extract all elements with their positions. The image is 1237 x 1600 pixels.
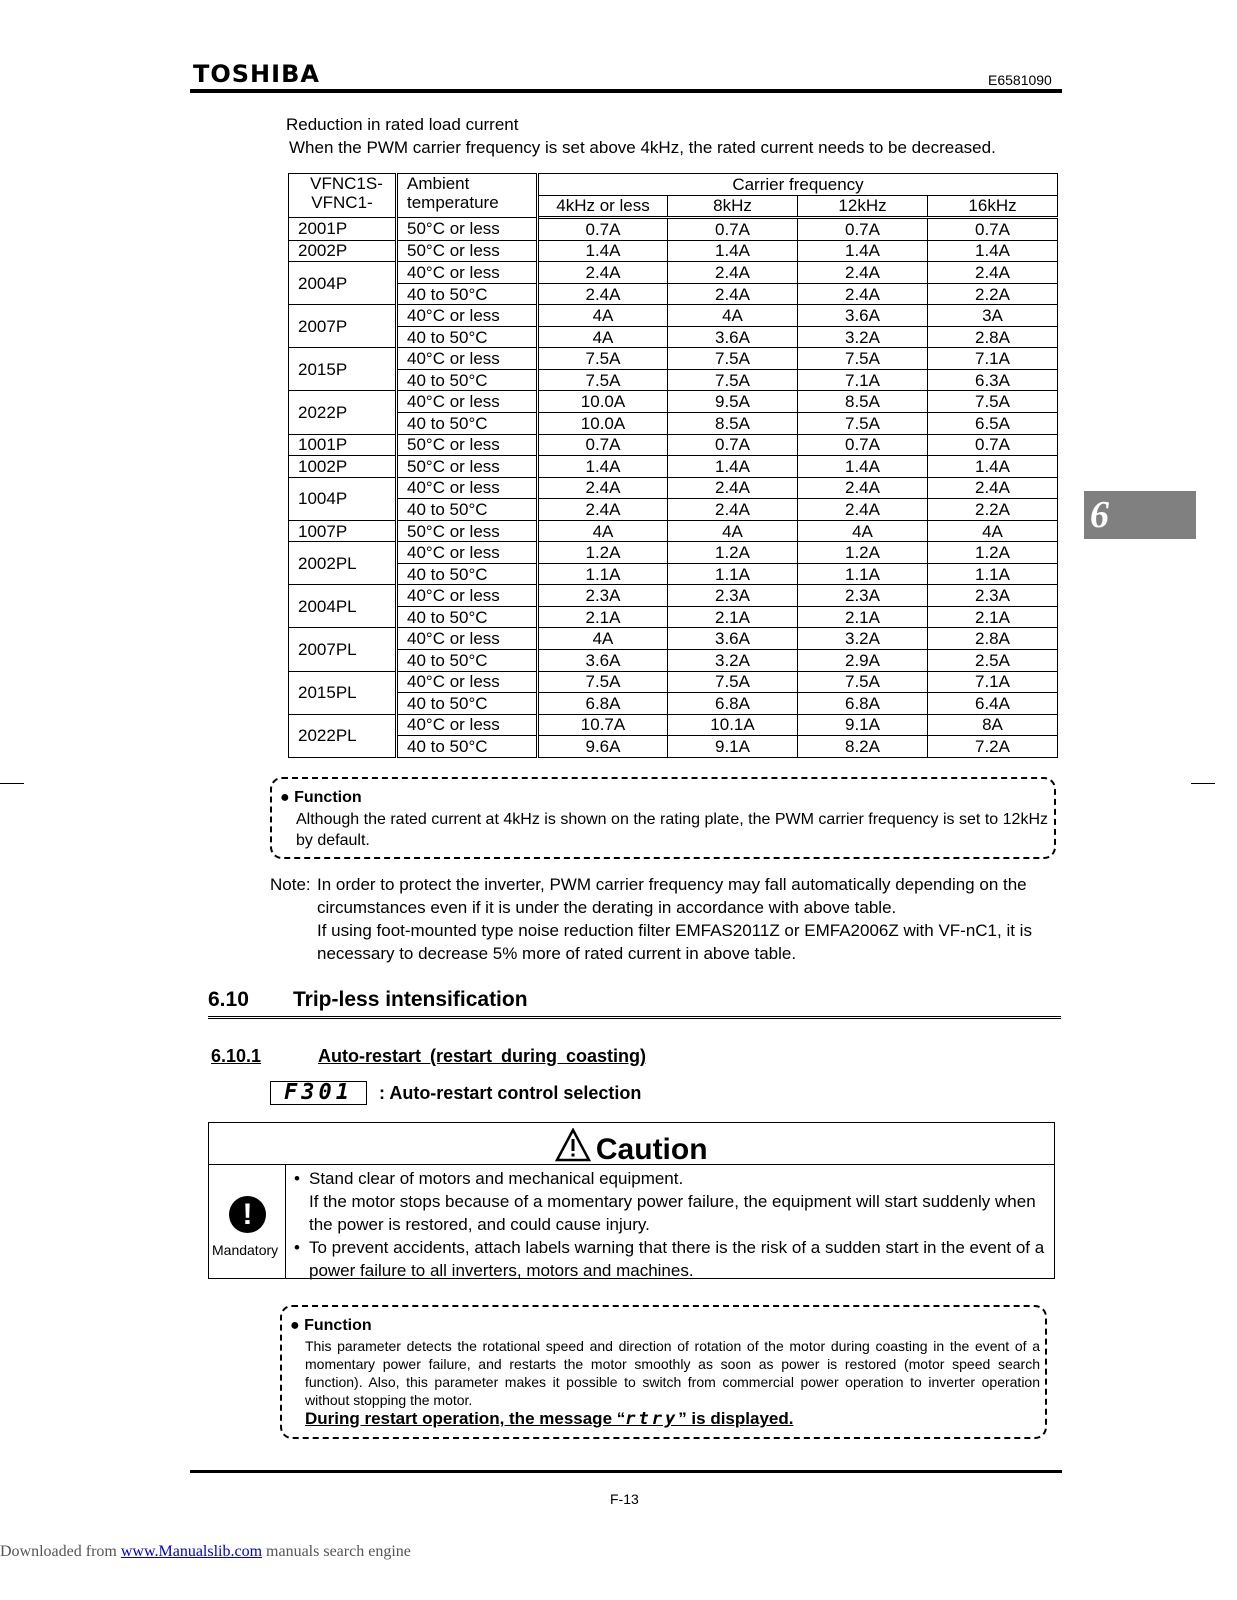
footer-rule <box>190 1470 1062 1473</box>
current-value-cell: 2.1A <box>928 606 1058 628</box>
current-value-cell: 0.7A <box>668 218 798 241</box>
margin-mark-right <box>1191 783 1215 784</box>
temperature-cell: 40 to 50°C <box>397 283 538 305</box>
section-rule <box>208 1016 1061 1019</box>
current-value-cell: 3.6A <box>668 326 798 348</box>
current-value-cell: 1.4A <box>538 456 668 478</box>
model-cell: 1004P <box>289 477 397 520</box>
current-value-cell: 2.4A <box>668 499 798 521</box>
note-text-2: If using foot-mounted type noise reduction filter EMFAS2011Z or EMFA2006Z with VF-nC1, it is necessary to decrease 5% more of rated current in above table. <box>317 921 1032 963</box>
current-value-cell: 6.8A <box>798 693 928 715</box>
current-value-cell: 0.7A <box>538 434 668 456</box>
current-value-cell: 2.4A <box>668 262 798 284</box>
table-row <box>289 477 1058 499</box>
current-value-cell: 8.2A <box>798 736 928 758</box>
caution-body <box>294 1167 1049 1282</box>
caution-header <box>209 1123 1054 1165</box>
function-text: Although the rated current at 4kHz is shown on the rating plate, the PWM carrier frequency is set to 12kHz by default. <box>296 811 1048 849</box>
chapter-tab <box>1084 491 1196 539</box>
temperature-cell: 40 to 50°C <box>397 413 538 435</box>
page-number: F-13 <box>610 1491 639 1507</box>
table-row <box>289 262 1058 284</box>
current-value-cell: 4A <box>538 326 668 348</box>
table-row <box>289 348 1058 370</box>
table-row <box>289 736 1058 758</box>
table-row <box>289 628 1058 650</box>
table-row <box>289 456 1058 478</box>
model-cell: 1001P <box>289 434 397 456</box>
current-value-cell: 7.5A <box>668 671 798 693</box>
current-value-cell: 3.6A <box>798 305 928 327</box>
intro-title: Reduction in rated load current <box>286 115 519 134</box>
table-row <box>289 499 1058 521</box>
header-ambient <box>397 174 538 218</box>
header-freq: 12kHz <box>798 195 928 218</box>
current-value-cell: 1.4A <box>798 240 928 262</box>
current-value-cell: 4A <box>668 520 798 542</box>
model-cell: 1007P <box>289 520 397 542</box>
caution-bullet <box>294 1167 1049 1236</box>
current-value-cell: 1.4A <box>668 456 798 478</box>
temperature-cell: 40 to 50°C <box>397 736 538 758</box>
model-cell: 2015P <box>289 348 397 391</box>
table-row <box>289 520 1058 542</box>
current-value-cell: 2.1A <box>668 606 798 628</box>
temperature-cell: 50°C or less <box>397 218 538 241</box>
note-label: Note: <box>270 875 311 894</box>
bullet-icon: • <box>294 1238 300 1257</box>
current-value-cell: 1.1A <box>668 563 798 585</box>
current-value-cell: 2.2A <box>928 499 1058 521</box>
section-title: Trip-less intensification <box>293 988 528 1011</box>
table-row <box>289 326 1058 348</box>
current-value-cell: 3.6A <box>668 628 798 650</box>
current-value-cell: 1.2A <box>668 542 798 564</box>
caution-title: Caution <box>595 1133 708 1166</box>
temperature-cell: 40°C or less <box>397 305 538 327</box>
model-cell: 2002P <box>289 240 397 262</box>
parameter-label: : Auto-restart control selection <box>379 1083 642 1103</box>
current-value-cell: 1.4A <box>538 240 668 262</box>
subsection-title: Auto-restart (restart during coasting) <box>318 1046 647 1066</box>
temperature-cell: 40°C or less <box>397 348 538 370</box>
current-value-cell: 7.5A <box>798 671 928 693</box>
caution-table <box>208 1122 1055 1279</box>
parameter-code: F301 <box>270 1081 367 1105</box>
table-row <box>289 369 1058 391</box>
current-value-cell: 2.3A <box>928 585 1058 607</box>
header-freq: 4kHz or less <box>538 195 668 218</box>
current-value-cell: 6.4A <box>928 693 1058 715</box>
current-value-cell: 2.3A <box>668 585 798 607</box>
current-value-cell: 1.2A <box>928 542 1058 564</box>
current-value-cell: 4A <box>798 520 928 542</box>
current-value-cell: 4A <box>928 520 1058 542</box>
model-cell: 2022PL <box>289 714 397 757</box>
current-value-cell: 0.7A <box>538 218 668 241</box>
table-row <box>289 218 1058 241</box>
section-heading <box>208 988 528 1012</box>
note-text-1-content: In order to protect the inverter, PWM carrier frequency may fall automatically depending on the circumstances even if it is under the derating in accordance with above table. <box>317 875 1027 917</box>
note-body <box>317 873 1059 965</box>
model-cell: 2001P <box>289 218 397 241</box>
function-heading-text: Function <box>304 1317 372 1334</box>
mandatory-label: Mandatory <box>212 1242 279 1258</box>
header-rule <box>190 89 1062 93</box>
current-value-cell: 1.2A <box>538 542 668 564</box>
current-value-cell: 2.2A <box>928 283 1058 305</box>
current-value-cell: 9.1A <box>668 736 798 758</box>
current-value-cell: 0.7A <box>928 218 1058 241</box>
current-value-cell: 3.2A <box>798 326 928 348</box>
table-row <box>289 650 1058 672</box>
table-row <box>289 413 1058 435</box>
temperature-cell: 40°C or less <box>397 542 538 564</box>
current-value-cell: 6.8A <box>668 693 798 715</box>
bullet-icon: • <box>294 1169 300 1188</box>
temperature-cell: 50°C or less <box>397 520 538 542</box>
table-row <box>289 606 1058 628</box>
current-value-cell: 4A <box>538 520 668 542</box>
download-prefix: Downloaded from <box>0 1543 121 1560</box>
caution-bullet-1-line2: If the motor stops because of a momentary power failure, the equipment will start suddenly when the power is restored, and could cause injury. <box>309 1192 1036 1234</box>
current-value-cell: 2.4A <box>538 283 668 305</box>
model-cell: 2007P <box>289 305 397 348</box>
current-value-cell: 2.4A <box>538 477 668 499</box>
current-value-cell: 2.4A <box>928 262 1058 284</box>
current-value-cell: 2.4A <box>798 262 928 284</box>
table-row <box>289 671 1058 693</box>
current-value-cell: 2.3A <box>538 585 668 607</box>
header-ambient-line1: Ambient <box>407 174 470 193</box>
table-row <box>289 542 1058 564</box>
current-value-cell: 0.7A <box>798 434 928 456</box>
current-value-cell: 2.5A <box>928 650 1058 672</box>
function-heading-text: Function <box>294 789 362 806</box>
temperature-cell: 40°C or less <box>397 714 538 736</box>
current-value-cell: 1.4A <box>928 456 1058 478</box>
temperature-cell: 40 to 50°C <box>397 326 538 348</box>
current-value-cell: 1.1A <box>928 563 1058 585</box>
function-box <box>280 1305 1047 1439</box>
current-value-cell: 1.1A <box>538 563 668 585</box>
current-value-cell: 7.1A <box>798 369 928 391</box>
caution-bullet-2: To prevent accidents, attach labels warning that there is the risk of a sudden start in the event of a power failure to all inverters, motors and machines. <box>309 1238 1045 1280</box>
current-value-cell: 1.1A <box>798 563 928 585</box>
model-cell: 2015PL <box>289 671 397 714</box>
download-suffix: manuals search engine <box>262 1543 411 1560</box>
mandatory-cell <box>209 1165 286 1278</box>
header-ambient-line2: temperature <box>407 193 499 212</box>
current-value-cell: 7.5A <box>668 348 798 370</box>
current-value-cell: 2.1A <box>538 606 668 628</box>
derating-table <box>288 173 1058 758</box>
current-value-cell: 1.2A <box>798 542 928 564</box>
temperature-cell: 40°C or less <box>397 585 538 607</box>
table-row <box>289 434 1058 456</box>
function-box <box>270 777 1056 859</box>
current-value-cell: 2.4A <box>798 283 928 305</box>
restart-message-prefix: During restart operation, the message “ <box>305 1409 626 1428</box>
header-freq: 16kHz <box>928 195 1058 218</box>
current-value-cell: 2.4A <box>798 477 928 499</box>
current-value-cell: 2.8A <box>928 326 1058 348</box>
current-value-cell: 6.8A <box>538 693 668 715</box>
function-heading: ● Function <box>290 1317 372 1334</box>
current-value-cell: 2.4A <box>928 477 1058 499</box>
document-number: E6581090 <box>988 72 1052 88</box>
current-value-cell: 3.2A <box>668 650 798 672</box>
current-value-cell: 2.8A <box>928 628 1058 650</box>
current-value-cell: 10.0A <box>538 413 668 435</box>
current-value-cell: 2.9A <box>798 650 928 672</box>
current-value-cell: 7.5A <box>798 348 928 370</box>
current-value-cell: 7.5A <box>538 369 668 391</box>
temperature-cell: 40°C or less <box>397 477 538 499</box>
current-value-cell: 2.3A <box>798 585 928 607</box>
temperature-cell: 40°C or less <box>397 628 538 650</box>
temperature-cell: 40°C or less <box>397 262 538 284</box>
header-carrier-frequency: Carrier frequency <box>538 174 1058 196</box>
current-value-cell: 6.5A <box>928 413 1058 435</box>
current-value-cell: 7.5A <box>668 369 798 391</box>
current-value-cell: 2.4A <box>538 262 668 284</box>
temperature-cell: 50°C or less <box>397 240 538 262</box>
temperature-cell: 40 to 50°C <box>397 693 538 715</box>
subsection-number: 6.10.1 <box>211 1046 262 1066</box>
current-value-cell: 3.6A <box>538 650 668 672</box>
manualslib-link[interactable]: www.Manualslib.com <box>120 1543 263 1560</box>
current-value-cell: 7.2A <box>928 736 1058 758</box>
current-value-cell: 7.5A <box>798 413 928 435</box>
model-cell: 2022P <box>289 391 397 434</box>
model-cell: 1002P <box>289 456 397 478</box>
current-value-cell: 6.3A <box>928 369 1058 391</box>
current-value-cell: 4A <box>538 628 668 650</box>
current-value-cell: 10.7A <box>538 714 668 736</box>
current-value-cell: 4A <box>668 305 798 327</box>
chapter-number: 6 <box>1090 494 1109 536</box>
function-heading: ● Function <box>280 789 362 806</box>
note-text-1 <box>317 873 1059 919</box>
warning-triangle-icon <box>555 1128 591 1162</box>
current-value-cell: 7.5A <box>928 391 1058 413</box>
current-value-cell: 9.1A <box>798 714 928 736</box>
current-value-cell: 10.1A <box>668 714 798 736</box>
current-value-cell: 8A <box>928 714 1058 736</box>
header-model-line1: VFNC1S- <box>310 174 383 193</box>
current-value-cell: 10.0A <box>538 391 668 413</box>
current-value-cell: 9.6A <box>538 736 668 758</box>
model-cell: 2004P <box>289 262 397 305</box>
restart-message-code: rtry <box>625 1409 679 1429</box>
current-value-cell: 8.5A <box>798 391 928 413</box>
download-note <box>0 1543 411 1561</box>
temperature-cell: 40 to 50°C <box>397 369 538 391</box>
table-row <box>289 585 1058 607</box>
table-row <box>289 391 1058 413</box>
function-text: This parameter detects the rotational speed and direction of rotation of the motor during coasting in the event of a momentary power failure, and restarts the motor smoothly as soon as power is restored (motor speed search function). Also, this parameter makes it possible to switch from commercial power operation to inverter operation without stopping the motor. <box>305 1338 1040 1408</box>
current-value-cell: 1.4A <box>798 456 928 478</box>
current-value-cell: 9.5A <box>668 391 798 413</box>
current-value-cell: 2.4A <box>538 499 668 521</box>
header-model-line2: VFNC1- <box>311 193 373 212</box>
table-row <box>289 563 1058 585</box>
current-value-cell: 7.1A <box>928 671 1058 693</box>
temperature-cell: 40°C or less <box>397 391 538 413</box>
caution-bullet <box>294 1236 1049 1282</box>
restart-message-suffix: ” is displayed. <box>678 1409 794 1428</box>
current-value-cell: 1.4A <box>928 240 1058 262</box>
current-value-cell: 1.4A <box>668 240 798 262</box>
temperature-cell: 40 to 50°C <box>397 499 538 521</box>
temperature-cell: 40 to 50°C <box>397 650 538 672</box>
model-cell: 2002PL <box>289 542 397 585</box>
caution-bullet-1-line1: Stand clear of motors and mechanical equipment. <box>309 1169 684 1188</box>
model-cell: 2007PL <box>289 628 397 671</box>
margin-mark-left <box>0 783 24 784</box>
temperature-cell: 50°C or less <box>397 434 538 456</box>
current-value-cell: 7.5A <box>538 348 668 370</box>
current-value-cell: 0.7A <box>798 218 928 241</box>
table-row <box>289 693 1058 715</box>
current-value-cell: 2.1A <box>798 606 928 628</box>
temperature-cell: 40 to 50°C <box>397 563 538 585</box>
temperature-cell: 40 to 50°C <box>397 606 538 628</box>
header-model <box>289 174 397 218</box>
intro-text: When the PWM carrier frequency is set above 4kHz, the rated current needs to be decreased. <box>289 138 996 157</box>
current-value-cell: 4A <box>538 305 668 327</box>
table-row <box>289 240 1058 262</box>
current-value-cell: 7.5A <box>538 671 668 693</box>
current-value-cell: 3.2A <box>798 628 928 650</box>
current-value-cell: 8.5A <box>668 413 798 435</box>
subsection-heading <box>211 1046 646 1067</box>
restart-message-note <box>305 1409 793 1429</box>
table-row <box>289 305 1058 327</box>
header-freq: 8kHz <box>668 195 798 218</box>
current-value-cell: 0.7A <box>928 434 1058 456</box>
current-value-cell: 2.4A <box>798 499 928 521</box>
table-row <box>289 283 1058 305</box>
current-value-cell: 2.4A <box>668 477 798 499</box>
current-value-cell: 7.1A <box>928 348 1058 370</box>
temperature-cell: 50°C or less <box>397 456 538 478</box>
table-row <box>289 714 1058 736</box>
toshiba-logo: TOSHIBA <box>193 60 320 88</box>
section-number: 6.10 <box>208 988 249 1011</box>
current-value-cell: 0.7A <box>668 434 798 456</box>
mandatory-icon: ! <box>229 1196 266 1233</box>
model-cell: 2004PL <box>289 585 397 628</box>
current-value-cell: 3A <box>928 305 1058 327</box>
temperature-cell: 40°C or less <box>397 671 538 693</box>
current-value-cell: 2.4A <box>668 283 798 305</box>
